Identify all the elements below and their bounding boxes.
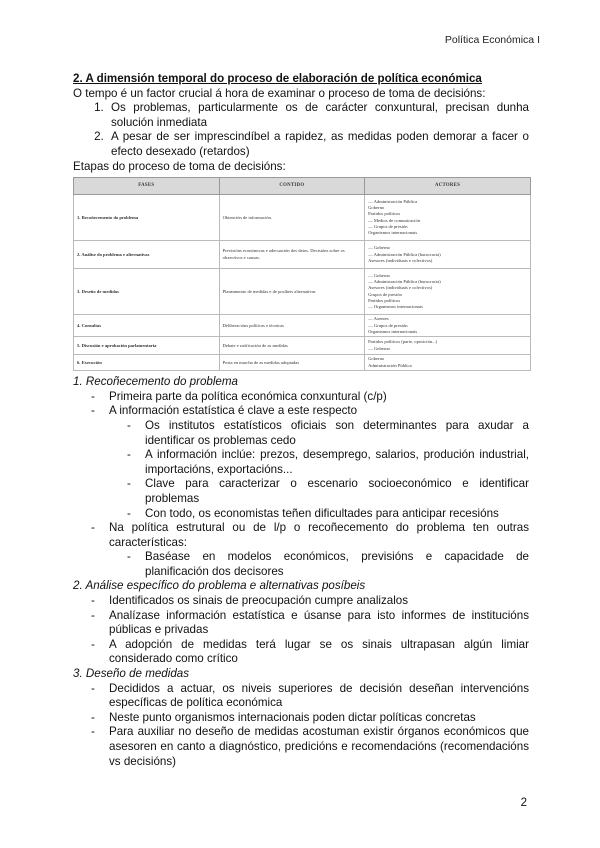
content-cell: Previsións económicas e adecuación dos datos. Decisións sobre os obxectivos e causas. — [219, 241, 365, 269]
table-row — [74, 195, 531, 241]
bullet-item: - Analízase información estatística e úsanse para isto informes de institucións públicas e privadas — [91, 609, 529, 638]
stages-table-figure — [73, 177, 529, 371]
actor-entry: Goberno — [368, 356, 385, 362]
main-content — [73, 72, 529, 769]
table-row — [74, 269, 531, 315]
bullet-item: - Primeira parte da política económica conxuntural (c/p) — [91, 390, 529, 405]
phase-cell: 1. Recoñecemento do problema — [74, 195, 220, 241]
actor-entry: Partidos políticos (parte, oposición...) — [368, 339, 438, 345]
content-cell: Deliberacións políticas e técnicas — [219, 315, 365, 337]
actors-cell — [365, 337, 531, 355]
reason-item: 1. Os problemas, particularmente os de carácter conxuntural, precisan dunha solución inmediata — [107, 101, 529, 130]
intro-paragraph: O tempo é un factor crucial á hora de examinar o proceso de toma de decisións: — [73, 86, 486, 100]
sub-bullet-item: - Baséase en modelos económicos, previsións e capacidade de planificación dos decisores — [127, 550, 529, 579]
actor-entry: — Grupos de presión — [368, 223, 408, 229]
reasons-list — [73, 101, 529, 159]
actor-entry: Goberno — [368, 205, 385, 211]
actor-entry: Partidos políticos — [368, 297, 401, 303]
actor-entry: — Administración Pública — [368, 199, 418, 205]
step-bullets — [73, 594, 529, 667]
stages-intro: Etapas do proceso de toma de decisións: — [73, 159, 286, 173]
actor-entry: Organismos internacionais — [368, 328, 418, 334]
bullet-item — [91, 521, 529, 579]
actor-entry: — Administración Pública (burocracia) — [368, 251, 441, 257]
running-header: Política Económica I — [444, 34, 540, 46]
actors-cell — [365, 241, 531, 269]
actor-entry: — Axentes — [368, 316, 389, 322]
phase-cell: 3. Deseño de medidas — [74, 269, 220, 315]
actors-cell — [365, 195, 531, 241]
actor-entry: Organismos internacionais — [368, 230, 418, 236]
bullet-item: - Decididos a actuar, os niveis superiores de decisión deseñan intervencións específicas de política económica — [91, 682, 529, 711]
column-header-actors: ACTORES — [365, 178, 531, 195]
bullet-item: - Neste punto organismos internacionais poden dictar políticas concretas — [91, 711, 529, 726]
bullet-text: A información estatística é clave a este respecto — [109, 404, 358, 418]
table-row — [74, 355, 531, 371]
actors-cell — [365, 355, 531, 371]
actor-entry: Administración Pública — [368, 362, 412, 368]
section-heading: 2. A dimensión temporal do proceso de elaboración de política económica — [73, 72, 482, 85]
actor-entry: — Goberno — [368, 345, 390, 351]
bullet-item: - A adopción de medidas terá lugar se os sinais ultrapasan algún limiar considerado como crítico — [91, 638, 529, 667]
actors-cell — [365, 315, 531, 337]
sub-bullet-item: - A información inclúe: prezos, desemprego, salarios, produción industrial, importacións, exportacións... — [127, 448, 529, 477]
actor-entry: — Administración Pública (burocracia) — [368, 279, 441, 285]
bullet-item: - Para auxiliar no deseño de medidas acostuman existir órganos económicos que asesoren en canto a diagnóstico, predicións e recomendacións (recomendacións vs decisións) — [91, 725, 529, 769]
reason-item: 2. A pesar de ser imprescindíbel a rapidez, as medidas poden demorar a facer o efecto desexado (retardos) — [107, 130, 529, 159]
table-header-row — [74, 178, 531, 195]
phase-cell: 5. Discusión e aprobación parlamentaria — [74, 337, 220, 355]
phase-cell: 2. Análise do problema e alternativas — [74, 241, 220, 269]
actor-entry: — Goberno — [368, 273, 390, 279]
table-row — [74, 337, 531, 355]
actor-entry: — Organismos internacionais — [368, 304, 423, 310]
bullet-item — [91, 404, 529, 521]
sub-bullet-item: - Os institutos estatísticos oficiais son determinantes para axudar a identificar os problemas cedo — [127, 419, 529, 448]
bullet-item: - Identificados os sinais de preocupación cumpre analizalos — [91, 594, 529, 609]
actor-entry: Partidos políticos — [368, 211, 401, 217]
sub-bullets — [109, 550, 529, 579]
stages-table — [73, 177, 531, 371]
page-number: 2 — [520, 797, 527, 809]
content-cell: Posta en marcha de as medidas adoptadas — [219, 355, 365, 371]
content-cell: Obtención de información. — [219, 195, 365, 241]
sub-bullet-item: - Con todo, os economistas teñen dificultades para anticipar recesións — [127, 507, 529, 522]
actor-entry: — Medios de comunicación — [368, 217, 421, 223]
column-header-phases: FASES — [74, 178, 220, 195]
step-title: 2. Análise específico do problema e alternativas posíbeis — [73, 579, 366, 593]
actor-entry: Grupos de presión — [368, 291, 402, 297]
step-title: 1. Recoñecemento do problema — [73, 375, 238, 389]
actor-entry: Asesores (individuais e colectivos) — [368, 257, 433, 263]
step-title: 3. Deseño de medidas — [73, 667, 190, 681]
content-cell: Debate e ratificación de as medidas — [219, 337, 365, 355]
table-row — [74, 315, 531, 337]
bullet-text: Na política estrutural ou de l/p o recoñecemento do problema ten outras características: — [109, 521, 529, 549]
sub-bullets — [109, 419, 529, 521]
actor-entry: Asesores (individuais e colectivos) — [368, 285, 433, 291]
actor-entry: — Grupos de presión — [368, 322, 408, 328]
column-header-content: CONTIDO — [219, 178, 365, 195]
actor-entry: — Goberno — [368, 245, 390, 251]
actors-cell — [365, 269, 531, 315]
phase-cell: 6. Execución — [74, 355, 220, 371]
sub-bullet-item: - Clave para caracterizar o escenario socioeconómico e identificar problemas — [127, 477, 529, 506]
phase-cell: 4. Consultas — [74, 315, 220, 337]
step-bullets — [73, 390, 529, 580]
step-bullets — [73, 682, 529, 770]
content-cell: Planeamento de medidas e de posíbeis alternativas — [219, 269, 365, 315]
table-row — [74, 241, 531, 269]
